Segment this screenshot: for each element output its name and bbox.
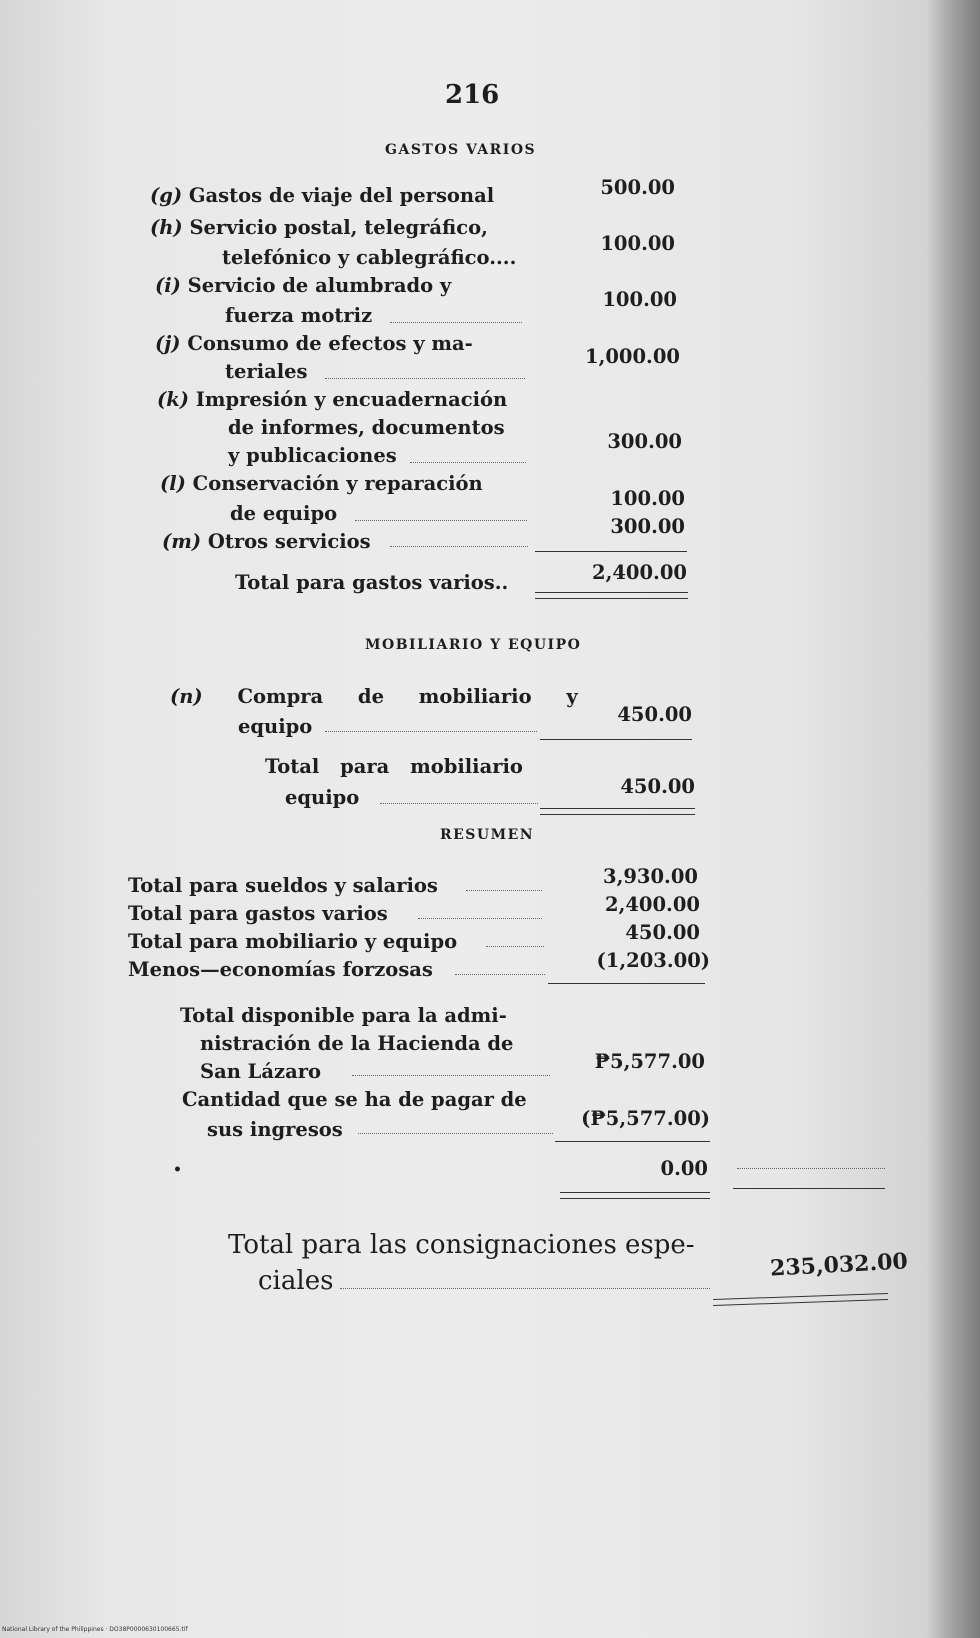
- amount-h: 100.00: [600, 232, 675, 255]
- resumen-row-amount: 450.00: [625, 921, 700, 944]
- amount-g: 500.00: [600, 176, 675, 199]
- section-heading-mobiliario: MOBILIARIO Y EQUIPO: [365, 637, 582, 653]
- item-label-j: [155, 332, 473, 355]
- double-rule-top: [540, 808, 695, 809]
- leader-dots: [455, 974, 545, 975]
- item-text-j-2: teriales: [225, 360, 308, 383]
- pagar-line1: Cantidad que se ha de pagar de: [182, 1088, 527, 1111]
- item-label-k: [157, 388, 507, 411]
- item-label-g: [150, 184, 494, 207]
- item-label-n: [170, 685, 578, 708]
- page-number: 216: [445, 80, 500, 110]
- resumen-row-label: Total para sueldos y salarios: [128, 874, 438, 897]
- item-letter: (g): [150, 184, 183, 207]
- double-rule-top: [560, 1192, 710, 1193]
- leader-dots: [418, 918, 542, 919]
- page-edge-shadow: [928, 0, 980, 1638]
- footer-caption: National Library of the Philippines · DO38P0000630100665.tif: [2, 1626, 188, 1633]
- consignaciones-line1: Total para las consignaciones espe-: [228, 1230, 695, 1260]
- leader-dots: [390, 322, 522, 323]
- item-letter: (k): [157, 388, 189, 411]
- leader-dots: [352, 1075, 550, 1076]
- item-text-k-2: de informes, documentos: [228, 416, 505, 439]
- double-rule-bottom: [535, 598, 688, 599]
- amount-l: 100.00: [610, 487, 685, 510]
- resumen-row-label: Menos—economías forzosas: [128, 958, 433, 981]
- disponible-line3: San Lázaro: [200, 1060, 322, 1083]
- total-mobiliario-line2: equipo: [285, 786, 360, 809]
- item-letter: (l): [160, 472, 186, 495]
- disponible-line1: Total disponible para la admi-: [180, 1004, 507, 1027]
- disponible-amount: ₱5,577.00: [594, 1050, 705, 1073]
- item-text: Otros servicios: [207, 530, 371, 553]
- total-mobiliario-amount: 450.00: [620, 775, 695, 798]
- item-text: Impresión y encuadernación: [195, 388, 508, 411]
- double-rule-bottom: [540, 814, 695, 815]
- leader-dots: [340, 1288, 710, 1289]
- item-letter: (j): [155, 332, 181, 355]
- item-label-i: [155, 274, 451, 297]
- total-mobiliario-line1: Total para mobiliario: [265, 755, 523, 778]
- amount-k: 300.00: [607, 430, 682, 453]
- item-letter: (i): [155, 274, 181, 297]
- resumen-row-amount: (1,203.00): [596, 949, 710, 972]
- amount-m: 300.00: [610, 515, 685, 538]
- sum-rule: [555, 1141, 710, 1142]
- pagar-amount: (₱5,577.00): [581, 1107, 710, 1130]
- resumen-row-label: Total para gastos varios: [128, 902, 388, 925]
- double-rule-bottom: [560, 1198, 710, 1199]
- item-text-l-2: de equipo: [230, 502, 338, 525]
- amount-n: 450.00: [617, 703, 692, 726]
- item-text: Gastos de viaje del personal: [188, 184, 495, 207]
- resumen-row-amount: 2,400.00: [605, 893, 700, 916]
- item-letter: (h): [150, 216, 183, 239]
- leader-dots: [325, 731, 537, 732]
- sum-rule: [548, 983, 705, 984]
- resumen-row-label: Total para mobiliario y equipo: [128, 930, 458, 953]
- pagar-line2: sus ingresos: [207, 1118, 343, 1141]
- column-rule: [733, 1188, 885, 1189]
- item-label-l: [160, 472, 483, 495]
- sum-rule: [540, 739, 692, 740]
- leader-dots: [737, 1168, 885, 1169]
- item-text-i-2: fuerza motriz: [225, 304, 373, 327]
- zero-amount: 0.00: [660, 1157, 708, 1180]
- item-text: Consumo de efectos y ma-: [187, 332, 473, 355]
- section-heading-gastos: GASTOS VARIOS: [385, 142, 537, 158]
- leader-dots: [358, 1133, 553, 1134]
- leader-dots: [486, 946, 544, 947]
- amount-j: 1,000.00: [585, 345, 680, 368]
- leader-dots: [390, 546, 528, 547]
- total-gastos-label: Total para gastos varios..: [235, 571, 509, 594]
- item-text: Compra de mobiliario y: [237, 685, 578, 708]
- leader-dots: [466, 890, 542, 891]
- leader-dots: [325, 378, 525, 379]
- item-text: Servicio de alumbrado y: [187, 274, 452, 297]
- item-text-h-2: telefónico y cablegráfico....: [222, 246, 517, 269]
- item-letter: (m): [162, 530, 202, 553]
- item-text-n-2: equipo: [238, 715, 313, 738]
- amount-i: 100.00: [602, 288, 677, 311]
- leader-dots: [380, 803, 538, 804]
- resumen-row-amount: 3,930.00: [603, 865, 698, 888]
- disponible-line2: nistración de la Hacienda de: [200, 1032, 514, 1055]
- item-text: Conservación y reparación: [192, 472, 483, 495]
- double-rule-top: [535, 592, 688, 593]
- item-text-k-3: y publicaciones: [228, 444, 397, 467]
- consignaciones-line2: ciales: [258, 1266, 334, 1296]
- item-text: Servicio postal, telegráfico,: [189, 216, 488, 239]
- leader-dots: [355, 520, 527, 521]
- section-heading-resumen: RESUMEN: [440, 827, 535, 843]
- total-gastos-amount: 2,400.00: [592, 561, 687, 584]
- item-label-m: [162, 530, 371, 553]
- consignaciones-amount: 235,032.00: [769, 1248, 909, 1282]
- item-letter: (n): [170, 685, 203, 708]
- stray-mark: •: [173, 1162, 182, 1178]
- leader-dots: [410, 462, 526, 463]
- item-label-h: [150, 216, 488, 239]
- sum-rule: [535, 551, 687, 552]
